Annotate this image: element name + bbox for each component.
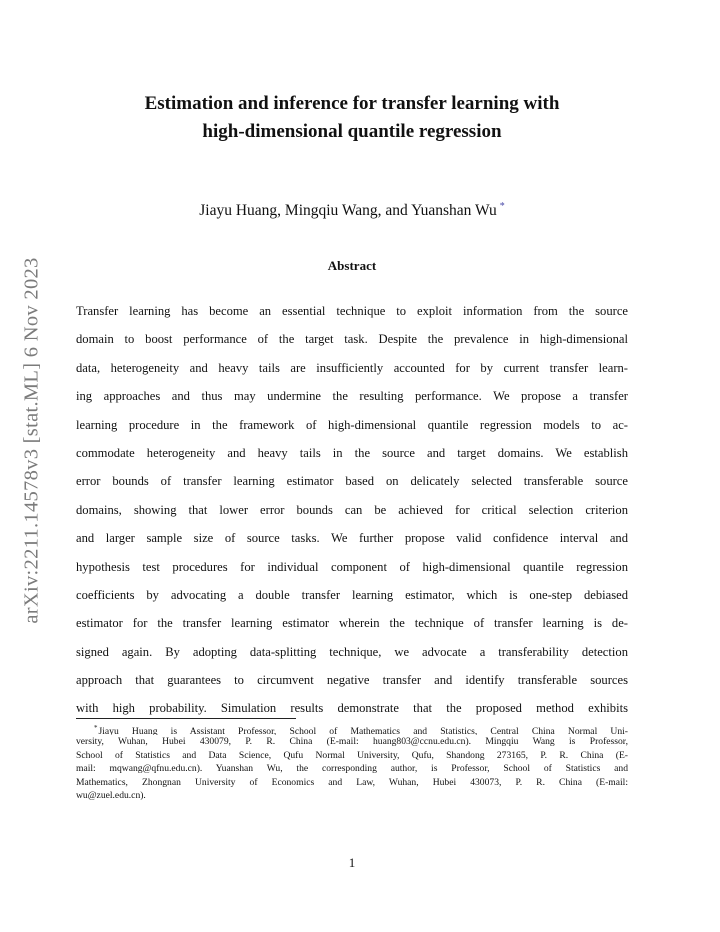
- abstract-line: domains, showing that lower error bounds can be achieved for critical selection criterion: [76, 502, 628, 517]
- footnote-line: wu@zuel.edu.cn).: [76, 789, 146, 801]
- footnote-divider: [76, 718, 296, 719]
- abstract-line: with high probability. Simulation results demonstrate that the proposed method exhibits: [76, 701, 628, 716]
- author-footnote: [76, 722, 628, 802]
- footnote-line: versity, Wuhan, Hubei 430079, P. R. China (E-mail: huang803@ccnu.edu.cn). Mingqiu Wang is Professor,: [76, 736, 628, 748]
- footnote-mark: *: [94, 724, 98, 732]
- abstract-line: and larger sample size of source tasks. We further propose valid confidence interval and: [76, 531, 628, 546]
- abstract-line: signed again. By adopting data-splitting technique, we advocate a transferability detection: [76, 644, 628, 659]
- abstract-line: coefficients by advocating a double transfer learning estimator, which is one-step debiased: [76, 587, 628, 602]
- arxiv-identifier-text: arXiv:2211.14578v3 [stat.ML] 6 Nov 2023: [21, 257, 43, 624]
- paper-title-line-1: Estimation and inference for transfer learning with: [144, 93, 560, 114]
- footnote-line: Mathematics, Zhongnan University of Economics and Law, Wuhan, Hubei 430073, P. R. China (E-mail:: [76, 776, 628, 788]
- abstract-line: Transfer learning has become an essential technique to exploit information from the source: [76, 304, 628, 318]
- paper-title: [76, 90, 628, 146]
- author-footnote-link[interactable]: *: [499, 201, 505, 212]
- abstract-line: learning procedure in the framework of high-dimensional quantile regression models to ac-: [76, 417, 628, 432]
- abstract-line: approach that guarantees to circumvent negative transfer and identify transferable sources: [76, 673, 628, 688]
- footnote-line: mail: mqwang@qfnu.edu.cn). Yuanshan Wu, the corresponding author, is Professor, School of Statistics and: [76, 763, 628, 775]
- abstract-body: [76, 297, 628, 723]
- page-number: 1: [348, 855, 356, 870]
- abstract-line: ing approaches and thus may undermine the resulting performance. We propose a transfer: [76, 389, 628, 404]
- paper-title-line-2: high-dimensional quantile regression: [202, 121, 502, 142]
- author-names: Jiayu Huang, Mingqiu Wang, and Yuanshan Wu: [199, 202, 497, 220]
- abstract-line: hypothesis test procedures for individual component of high-dimensional quantile regression: [76, 559, 628, 574]
- author-list: [76, 197, 628, 221]
- abstract-line: error bounds of transfer learning estimator based on delicately selected transferable source: [76, 474, 628, 489]
- arxiv-identifier-stamp: [10, 243, 55, 638]
- footnote-line-text: Jiayu Huang is Assistant Professor, School of Mathematics and Statistics, Central China Normal Uni-: [98, 726, 628, 736]
- footnote-line: School of Statistics and Data Science, Qufu Normal University, Qufu, Shandong 273165, P. R. China (E-: [76, 749, 628, 761]
- footnote-line: [76, 722, 628, 735]
- abstract-line: data, heterogeneity and heavy tails are insufficiently accounted for by current transfer learn-: [76, 360, 628, 375]
- abstract-line: commodate heterogeneity and heavy tails in the source and target domains. We establish: [76, 445, 628, 460]
- abstract-line: domain to boost performance of the target task. Despite the prevalence in high-dimensional: [76, 332, 628, 347]
- abstract-heading: Abstract: [327, 258, 377, 273]
- abstract-line: estimator for the transfer learning estimator wherein the technique of transfer learning is de-: [76, 616, 628, 631]
